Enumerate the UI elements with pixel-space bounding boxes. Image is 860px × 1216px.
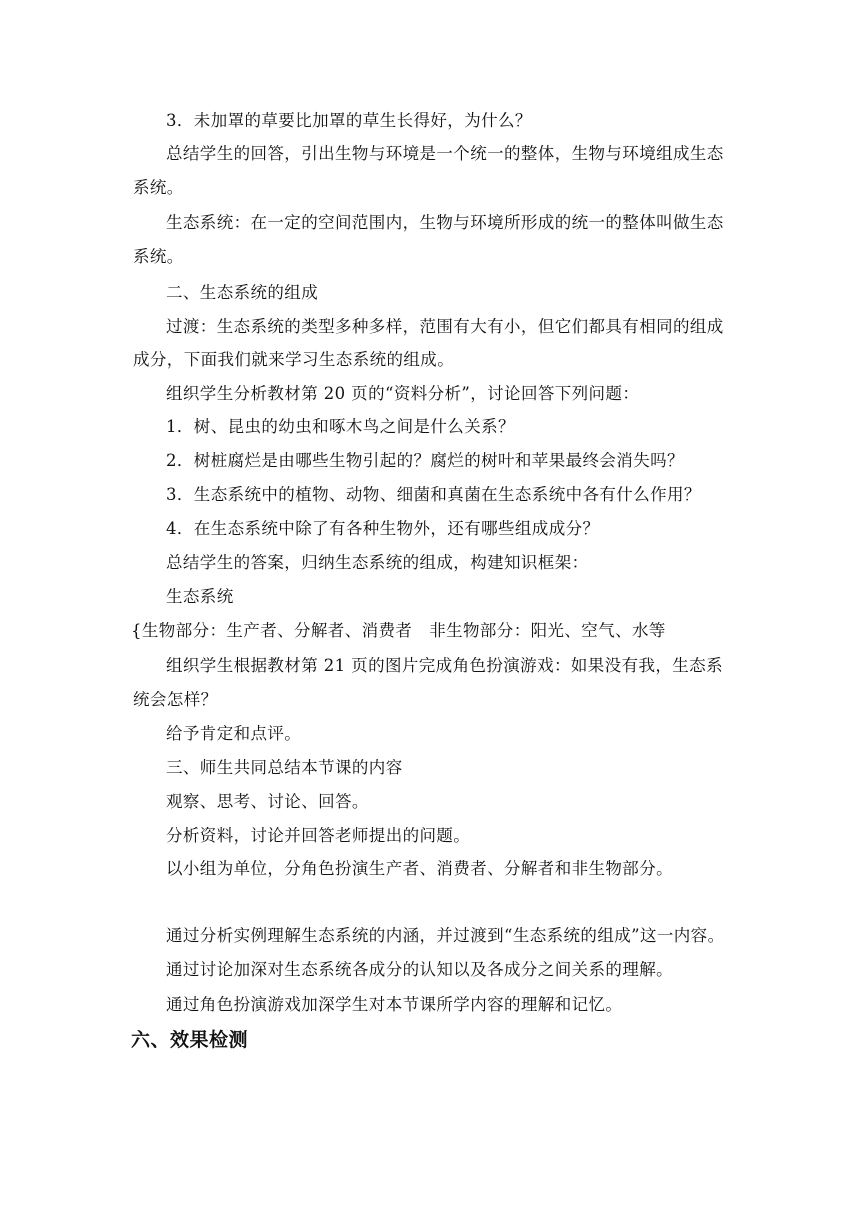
summary-line-cont: 系统。 — [133, 178, 184, 197]
transition-line-cont: 成分，下面我们就来学习生态系统的组成。 — [133, 350, 455, 369]
design-intent-3: 通过角色扮演游戏加深学生对本节课所学内容的理解和记忆。 — [166, 995, 623, 1014]
student-activity-2: 分析资料，讨论并回答老师提出的问题。 — [166, 826, 471, 845]
role-play-line: 组织学生根据教材第 21 页的图片完成角色扮演游戏：如果没有我，生态系 — [166, 656, 723, 675]
role-play-line-cont: 统会怎样？ — [133, 690, 218, 709]
design-intent-2: 通过讨论加深对生态系统各成分的认知以及各成分之间关系的理解。 — [166, 960, 673, 979]
discussion-question-4: 4．在生态系统中除了有各种生物外，还有哪些组成成分？ — [166, 519, 600, 538]
subsection-title-2: 二、生态系统的组成 — [166, 283, 319, 302]
discussion-question-3: 3．生态系统中的植物、动物、细菌和真菌在生态系统中各有什么作用？ — [166, 485, 701, 504]
design-intent-1: 通过分析实例理解生态系统的内涵，并过渡到“生态系统的组成”这一内容。 — [166, 926, 725, 945]
definition-line-cont: 系统。 — [133, 247, 184, 266]
framework-branches: {生物部分：生产者、分解者、消费者 非生物部分：阳光、空气、水等 — [131, 621, 666, 640]
question-3-line: 3．未加罩的草要比加罩的草生长得好，为什么？ — [166, 111, 532, 130]
transition-line: 过渡：生态系统的类型多种多样，范围有大有小，但它们都具有相同的组成 — [166, 317, 724, 336]
discussion-question-2: 2．树桩腐烂是由哪些生物引起的？腐烂的树叶和苹果最终会消失吗？ — [166, 451, 684, 470]
summary-line: 总结学生的回答，引出生物与环境是一个统一的整体，生物与环境组成生态 — [166, 144, 724, 163]
framework-intro-line: 总结学生的答案，归纳生态系统的组成，构建知识框架： — [166, 553, 589, 572]
analysis-instruction-line: 组织学生分析教材第 20 页的“资料分析”，讨论回答下列问题： — [166, 384, 640, 403]
subsection-title-3: 三、师生共同总结本节课的内容 — [166, 758, 403, 777]
section-heading-6: 六、效果检测 — [131, 1029, 249, 1051]
definition-line: 生态系统：在一定的空间范围内，生物与环境所形成的统一的整体叫做生态 — [166, 213, 724, 232]
feedback-line: 给予肯定和点评。 — [166, 724, 302, 743]
framework-root: 生态系统 — [166, 587, 234, 606]
student-activity-1: 观察、思考、讨论、回答。 — [166, 792, 369, 811]
discussion-question-1: 1．树、昆虫的幼虫和啄木鸟之间是什么关系？ — [166, 417, 515, 436]
student-activity-3: 以小组为单位，分角色扮演生产者、消费者、分解者和非生物部分。 — [166, 859, 673, 878]
